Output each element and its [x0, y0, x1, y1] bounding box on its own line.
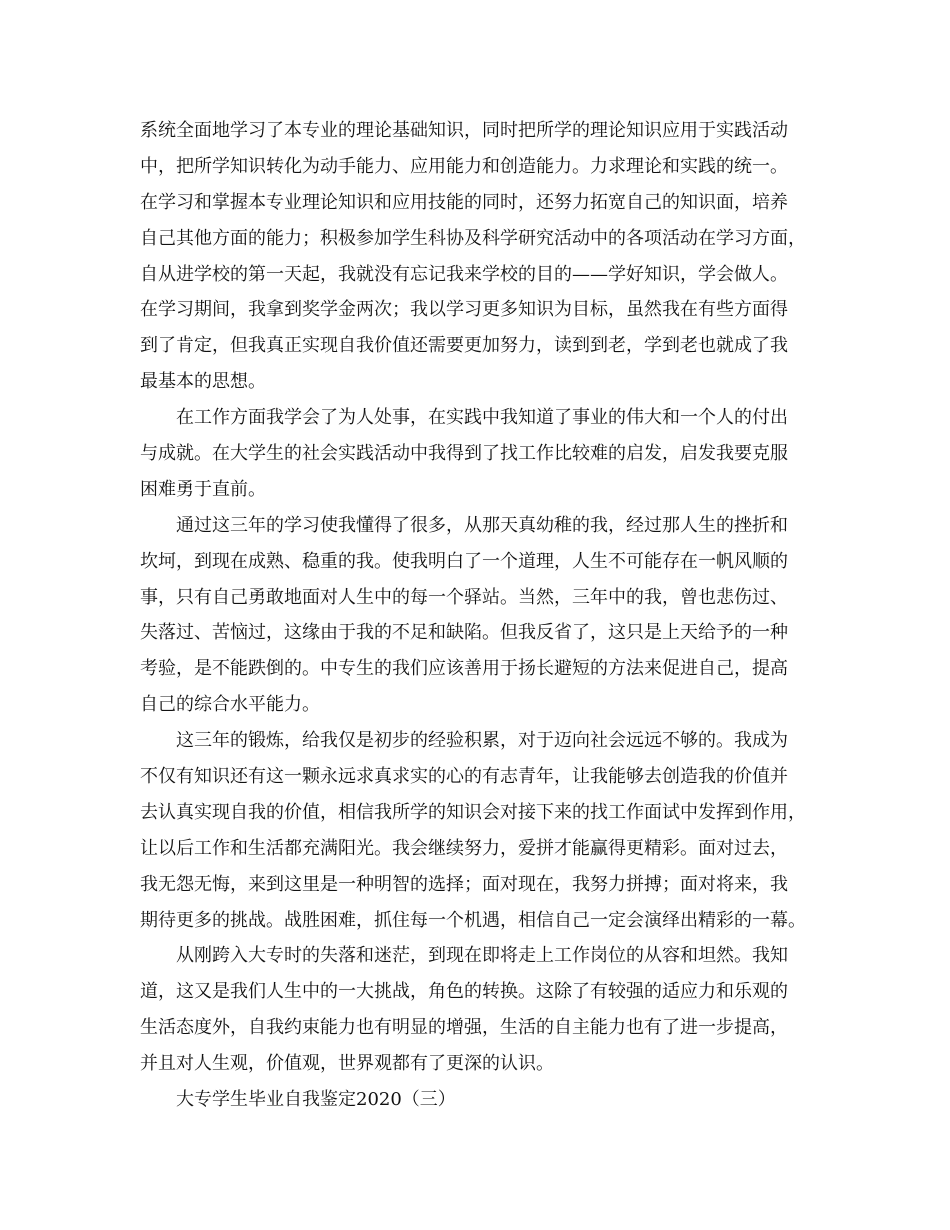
text-line: 与成就。在大学生的社会实践活动中我得到了找工作比较难的启发，启发我要克服 [140, 443, 788, 465]
text-line: 去认真实现自我的价值，相信我所学的知识会对接下来的找工作面试中发挥到作用， [140, 801, 806, 823]
text-line: 坎坷，到现在成熟、稳重的我。使我明白了一个道理，人生不可能存在一帆风顺的 [140, 550, 788, 572]
text-line: 生活态度外，自我约束能力也有明显的增强，生活的自主能力也有了进一步提高， [140, 1017, 788, 1039]
text-line: 在学习和掌握本专业理论知识和应用技能的同时，还努力拓宽自己的知识面，培养 [140, 191, 788, 213]
text-line: 我无怨无悔，来到这里是一种明智的选择；面对现在，我努力拼搏；面对将来，我 [140, 873, 788, 895]
text-line: 并且对人生观，价值观，世界观都有了更深的认识。 [140, 1053, 554, 1075]
paragraph-first-line: 在工作方面我学会了为人处事，在实践中我知道了事业的伟大和一个人的付出 [176, 407, 788, 429]
paragraph-first-line: 这三年的锻炼，给我仅是初步的经验积累，对于迈向社会远远不够的。我成为 [176, 730, 788, 752]
paragraph-first-line: 通过这三年的学习使我懂得了很多，从那天真幼稚的我，经过那人生的挫折和 [176, 514, 788, 536]
text-line: 自己的综合水平能力。 [140, 694, 320, 716]
text-line: 不仅有知识还有这一颗永远求真求实的心的有志青年，让我能够去创造我的价值并 [140, 766, 788, 788]
text-line: 失落过、苦恼过，这缘由于我的不足和缺陷。但我反省了，这只是上天给予的一种 [140, 622, 788, 644]
text-line: 考验，是不能跌倒的。中专生的我们应该善用于扬长避短的方法来促进自己，提高 [140, 658, 788, 680]
text-line: 困难勇于直前。 [140, 478, 266, 500]
text-line: 最基本的思想。 [140, 371, 266, 393]
paragraph-first-line: 从刚跨入大专时的失落和迷茫，到现在即将走上工作岗位的从容和坦然。我知 [176, 945, 788, 967]
document-body [140, 113, 820, 1118]
text-line: 自己其他方面的能力；积极参加学生科协及科学研究活动中的各项活动在学习方面， [140, 227, 806, 249]
text-line: 在学习期间，我拿到奖学金两次；我以学习更多知识为目标，虽然我在有些方面得 [140, 299, 788, 321]
text-line: 道，这又是我们人生中的一大挑战，角色的转换。这除了有较强的适应力和乐观的 [140, 981, 788, 1003]
text-line: 中，把所学知识转化为动手能力、应用能力和创造能力。力求理论和实践的统一。 [140, 155, 788, 177]
text-line: 到了肯定，但我真正实现自我价值还需要更加努力，读到到老，学到老也就成了我 [140, 335, 788, 357]
section-heading: 大专学生毕业自我鉴定2020（三） [176, 1089, 456, 1111]
text-line: 期待更多的挑战。战胜困难，抓住每一个机遇，相信自己一定会演绎出精彩的一幕。 [140, 909, 806, 931]
text-line: 系统全面地学习了本专业的理论基础知识，同时把所学的理论知识应用于实践活动 [140, 120, 788, 141]
text-line: 让以后工作和生活都充满阳光。我会继续努力，爱拼才能赢得更精彩。面对过去， [140, 837, 788, 859]
text-line: 自从进学校的第一天起，我就没有忘记我来学校的目的——学好知识，学会做人。 [140, 263, 788, 285]
text-line: 事，只有自己勇敢地面对人生中的每一个驿站。当然，三年中的我，曾也悲伤过、 [140, 586, 788, 608]
